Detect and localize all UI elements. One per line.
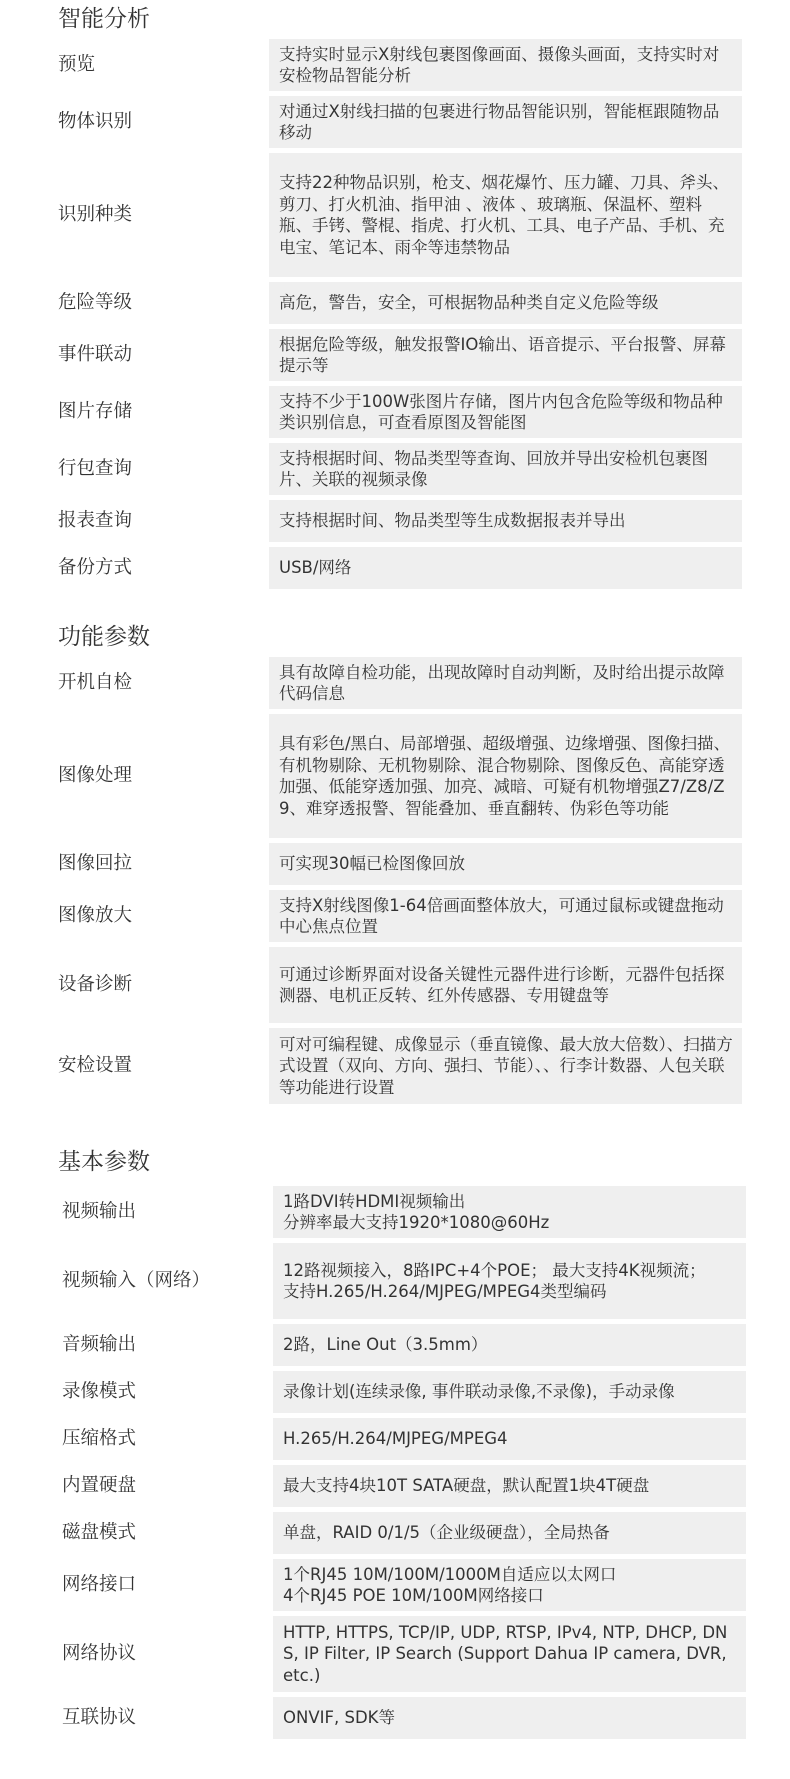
spec-key: 内置硬盘 [53, 1465, 273, 1507]
spec-key: 互联协议 [53, 1697, 273, 1739]
spec-key: 事件联动 [49, 329, 269, 381]
spec-key: 视频输出 [53, 1186, 273, 1238]
table-row [49, 547, 742, 589]
spec-key: 视频输入（网络） [53, 1243, 273, 1319]
spec-table [53, 1181, 746, 1744]
spec-section-intelligent-analysis [0, 4, 790, 594]
spec-value: 根据危险等级，触发报警IO输出、语音提示、平台报警、屏幕提示等 [269, 329, 742, 381]
spec-key: 压缩格式 [53, 1418, 273, 1460]
spec-value: 1路DVI转HDMI视频输出 分辨率最大支持1920*1080@60Hz [273, 1186, 746, 1238]
spec-value: 支持不少于100W张图片存储，图片内包含危险等级和物品种类识别信息，可查看原图及智能图 [269, 386, 742, 438]
section-title: 功能参数 [58, 624, 150, 650]
spec-key: 网络协议 [53, 1616, 273, 1692]
table-row [49, 1028, 742, 1104]
spec-key: 设备诊断 [49, 947, 269, 1023]
spec-value: 1个RJ45 10M/100M/1000M自适应以太网口 4个RJ45 POE 10M/100M网络接口 [273, 1559, 746, 1611]
table-row [53, 1186, 746, 1238]
table-row [53, 1465, 746, 1507]
spec-key: 识别种类 [49, 153, 269, 277]
spec-value: 对通过X射线扫描的包裹进行物品智能识别，智能框跟随物品移动 [269, 96, 742, 148]
spec-table [49, 652, 742, 1109]
spec-table [49, 34, 742, 594]
table-row [49, 947, 742, 1023]
spec-value: HTTP, HTTPS, TCP/IP, UDP, RTSP, IPv4, NTP, DHCP, DNS, IP Filter, IP Search (Support Dahua IP camera, DVR, etc.) [273, 1616, 746, 1692]
spec-value: 具有彩色/黑白、局部增强、超级增强、边缘增强、图像扫描、有机物剔除、无机物剔除、混合物剔除、图像反色、高能穿透加强、低能穿透加强、加亮、减暗、可疑有机物增强Z7/Z8/Z9、难穿透报警、智能叠加、垂直翻转、伪彩色等功能 [269, 714, 742, 838]
table-row [49, 39, 742, 91]
table-row [53, 1697, 746, 1739]
spec-key: 备份方式 [49, 547, 269, 589]
spec-key: 图像放大 [49, 890, 269, 942]
spec-key: 安检设置 [49, 1028, 269, 1104]
spec-value: 支持22种物品识别，枪支、烟花爆竹、压力罐、刀具、斧头、剪刀、打火机油、指甲油 、液体 、玻璃瓶、保温杯、塑料瓶、手铐、警棍、指虎、打火机、工具、电子产品、手机、充电宝、笔记本、雨伞等违禁物品 [269, 153, 742, 277]
table-row [53, 1243, 746, 1319]
table-row [49, 96, 742, 148]
spec-key: 图片存储 [49, 386, 269, 438]
table-row [49, 329, 742, 381]
spec-value: 可实现30幅已检图像回放 [269, 843, 742, 885]
section-title: 智能分析 [58, 6, 150, 32]
table-row [49, 714, 742, 838]
spec-value: 12路视频接入，8路IPC+4个POE； 最大支持4K视频流； 支持H.265/H.264/MJPEG/MPEG4类型编码 [273, 1243, 746, 1319]
spec-value: 最大支持4块10T SATA硬盘，默认配置1块4T硬盘 [273, 1465, 746, 1507]
spec-key: 音频输出 [53, 1324, 273, 1366]
spec-key: 开机自检 [49, 657, 269, 709]
table-row [53, 1418, 746, 1460]
spec-key: 危险等级 [49, 282, 269, 324]
spec-value: H.265/H.264/MJPEG/MPEG4 [273, 1418, 746, 1460]
spec-value: 具有故障自检功能，出现故障时自动判断，及时给出提示故障代码信息 [269, 657, 742, 709]
spec-value: 单盘，RAID 0/1/5（企业级硬盘），全局热备 [273, 1512, 746, 1554]
spec-key: 网络接口 [53, 1559, 273, 1611]
spec-section-function-params [0, 622, 790, 1109]
table-row [49, 843, 742, 885]
spec-value: 录像计划(连续录像, 事件联动录像,不录像)，手动录像 [273, 1371, 746, 1413]
spec-value: 2路，Line Out（3.5mm） [273, 1324, 746, 1366]
spec-key: 报表查询 [49, 500, 269, 542]
spec-value: 支持根据时间、物品类型等生成数据报表并导出 [269, 500, 742, 542]
table-row [53, 1559, 746, 1611]
table-row [49, 443, 742, 495]
table-row [53, 1512, 746, 1554]
spec-key: 图像处理 [49, 714, 269, 838]
spec-key: 物体识别 [49, 96, 269, 148]
table-row [49, 386, 742, 438]
table-row [49, 500, 742, 542]
spec-value: 高危，警告，安全，可根据物品种类自定义危险等级 [269, 282, 742, 324]
table-row [53, 1616, 746, 1692]
spec-value: 支持X射线图像1-64倍画面整体放大，可通过鼠标或键盘拖动中心焦点位置 [269, 890, 742, 942]
spec-key: 行包查询 [49, 443, 269, 495]
table-row [49, 153, 742, 277]
spec-value: 可对可编程键、成像显示（垂直镜像、最大放大倍数）、扫描方式设置（双向、方向、强扫、节能）、、行李计数器、人包关联等功能进行设置 [269, 1028, 742, 1104]
spec-value: ONVIF, SDK等 [273, 1697, 746, 1739]
spec-section-basic-params [0, 1147, 790, 1744]
spec-key: 磁盘模式 [53, 1512, 273, 1554]
spec-key: 预览 [49, 39, 269, 91]
table-row [49, 890, 742, 942]
spec-value: USB/网络 [269, 547, 742, 589]
spec-value: 支持实时显示X射线包裹图像画面、摄像头画面，支持实时对安检物品智能分析 [269, 39, 742, 91]
table-row [53, 1371, 746, 1413]
section-title: 基本参数 [58, 1149, 150, 1175]
spec-value: 可通过诊断界面对设备关键性元器件进行诊断，元器件包括探测器、电机正反转、红外传感器、专用键盘等 [269, 947, 742, 1023]
spec-key: 录像模式 [53, 1371, 273, 1413]
spec-key: 图像回拉 [49, 843, 269, 885]
spec-value: 支持根据时间、物品类型等查询、回放并导出安检机包裹图片、关联的视频录像 [269, 443, 742, 495]
table-row [53, 1324, 746, 1366]
table-row [49, 282, 742, 324]
table-row [49, 657, 742, 709]
